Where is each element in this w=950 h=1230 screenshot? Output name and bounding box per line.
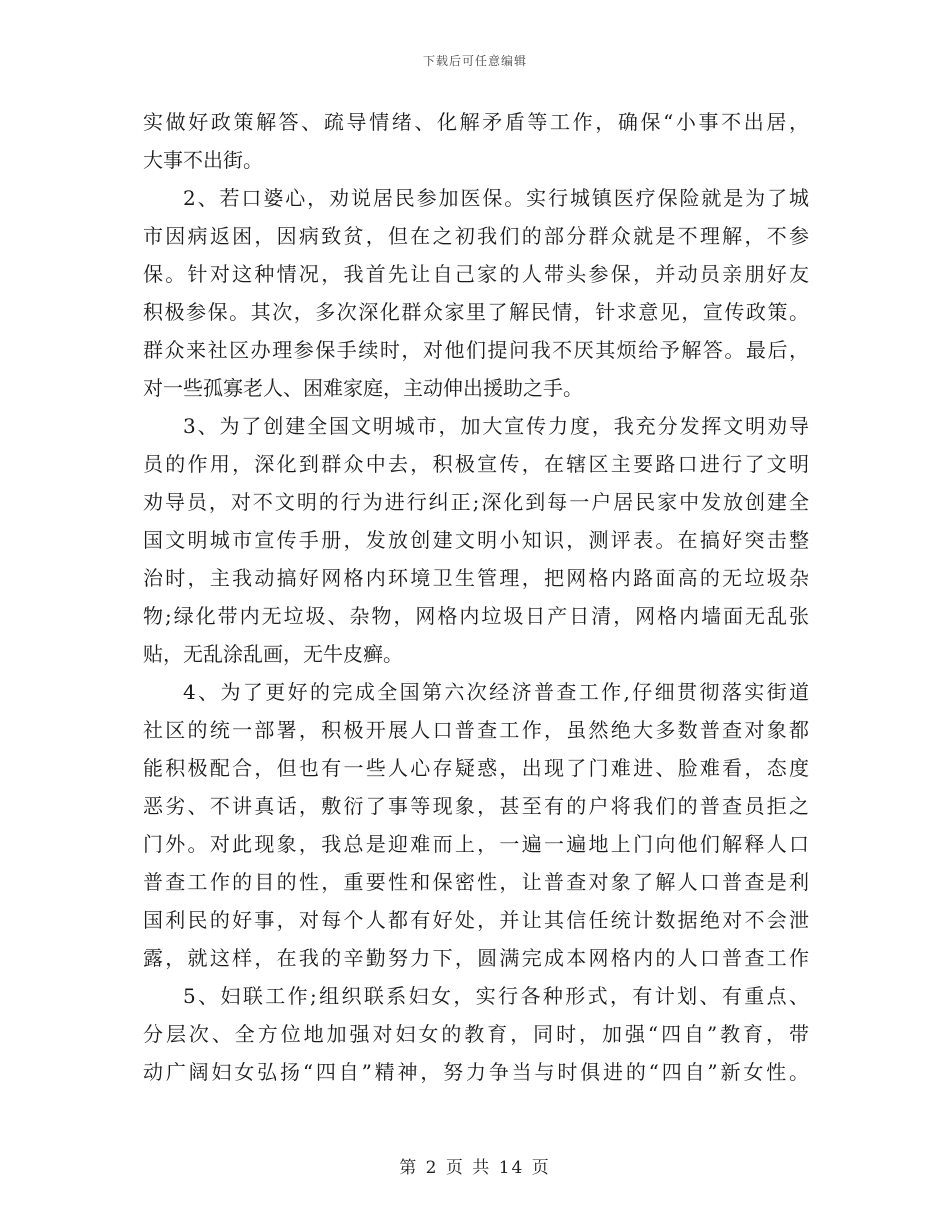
text-line: 门外。对此现象，我总是迎难而上，一遍一遍地上门向他们解释人口 [143,832,809,856]
page-number-footer: 第 2 页 共 14 页 [399,1158,551,1178]
text-line: 普查工作的目的性，重要性和保密性，让普查对象了解人口普查是利 [143,870,809,894]
text-line: 实做好政策解答、疏导情绪、化解矛盾等工作，确保“小事不出居， [143,110,809,134]
text-line: 大事不出街。 [143,148,263,172]
text-line: 动广阔妇女弘扬“四自”精神，努力争当与时俱进的“四自”新女性。 [143,1060,809,1084]
paragraph-first-line: 2、若口婆心，劝说居民参加医保。实行城镇医疗保险就是为了城 [183,186,809,210]
text-line: 恶劣、不讲真话，敷衍了事等现象，甚至有的户将我们的普查员拒之 [143,794,809,818]
text-line: 分层次、全方位地加强对妇女的教育，同时，加强“四自”教育，带 [143,1022,809,1046]
text-line: 贴，无乱涂乱画，无牛皮癣。 [143,642,403,666]
text-line: 市因病返困，因病致贫，但在之初我们的部分群众就是不理解，不参 [143,224,809,248]
text-line: 员的作用，深化到群众中去，积极宣传，在辖区主要路口进行了文明 [143,452,809,476]
text-line: 社区的统一部署，积极开展人口普查工作，虽然绝大多数普查对象都 [143,718,809,742]
text-line: 治时，主我动搞好网格内环境卫生管理，把网格内路面高的无垃圾杂 [143,566,809,590]
text-line: 露，就这样，在我的辛勤努力下，圆满完成本网格内的人口普查工作 [143,946,809,970]
text-line: 能积极配合，但也有一些人心存疑惑，出现了门难进、脸难看，态度 [143,756,809,780]
text-line: 群众来社区办理参保手续时，对他们提问我不厌其烦给予解答。最后， [143,338,809,362]
document-body [143,103,809,1091]
paragraph-first-line: 5、妇联工作;组织联系妇女，实行各种形式，有计划、有重点、 [183,984,809,1008]
text-line: 对一些孤寡老人、困难家庭，主动伸出援助之手。 [143,376,583,400]
text-line: 劝导员，对不文明的行为进行纠正;深化到每一户居民家中发放创建全 [143,490,809,514]
text-line: 国利民的好事，对每个人都有好处，并让其信任统计数据绝对不会泄 [143,908,809,932]
text-line: 国文明城市宣传手册，发放创建文明小知识，测评表。在搞好突击整 [143,528,809,552]
text-line: 积极参保。其次，多次深化群众家里了解民情，针求意见，宣传政策。 [143,300,809,324]
text-line: 保。针对这种情况，我首先让自己家的人带头参保，并动员亲朋好友 [143,262,809,286]
page-header: 下载后可任意编辑 [422,54,527,68]
paragraph-first-line: 3、为了创建全国文明城市，加大宣传力度，我充分发挥文明劝导 [183,414,809,438]
paragraph-first-line: 4、为了更好的完成全国第六次经济普查工作,仔细贯彻落实街道 [183,680,809,704]
text-line: 物;绿化带内无垃圾、杂物，网格内垃圾日产日清，网格内墙面无乱张 [143,604,809,628]
